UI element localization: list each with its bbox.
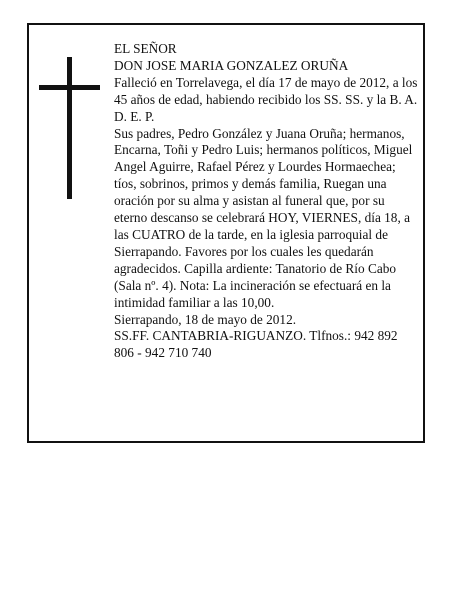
- death-notice: Falleció en Torrelavega, el día 17 de mayo de 2012, a los 45 años de edad, habiendo recibido los SS. SS. y la B. A.: [114, 74, 418, 107]
- obituary-notice: [27, 23, 425, 443]
- dep-line: D. E. P.: [114, 108, 155, 124]
- heading-title: EL SEÑOR: [114, 41, 177, 56]
- funeral-home: SS.FF. CANTABRIA-RIGUANZO. Tlfnos.: 942 892 806 - 942 710 740: [114, 328, 398, 361]
- deceased-name: DON JOSE MARIA GONZALEZ ORUÑA: [114, 57, 349, 73]
- notice-text: [114, 41, 418, 362]
- family-paragraph: Sus padres, Pedro González y Juana Oruña; hermanos, Encarna, Toñi y Pedro Luis; hermanos políticos, Miguel Angel Aguirre, Rafael Pérez y Lourdes Hormaechea; tíos, sobrinos, primos y demás familia, Ruegan una oración por su alma y asistan al funeral que, por su eterno descanso se celebrará HOY, VIERNES, día 18, a las CUATRO de la tarde, en la iglesia parroquial de Sierrapando. Favores por los cuales les quedarán agradecidos. Capilla ardiente: Tanatorio de Río Cabo (Sala nº. 4). Nota: La incineración se efectuará en la intimidad familiar a las 10,00.: [114, 125, 413, 310]
- cross-vertical-bar: [67, 57, 72, 199]
- cross-horizontal-bar: [39, 85, 100, 90]
- place-date: Sierrapando, 18 de mayo de 2012.: [114, 311, 297, 327]
